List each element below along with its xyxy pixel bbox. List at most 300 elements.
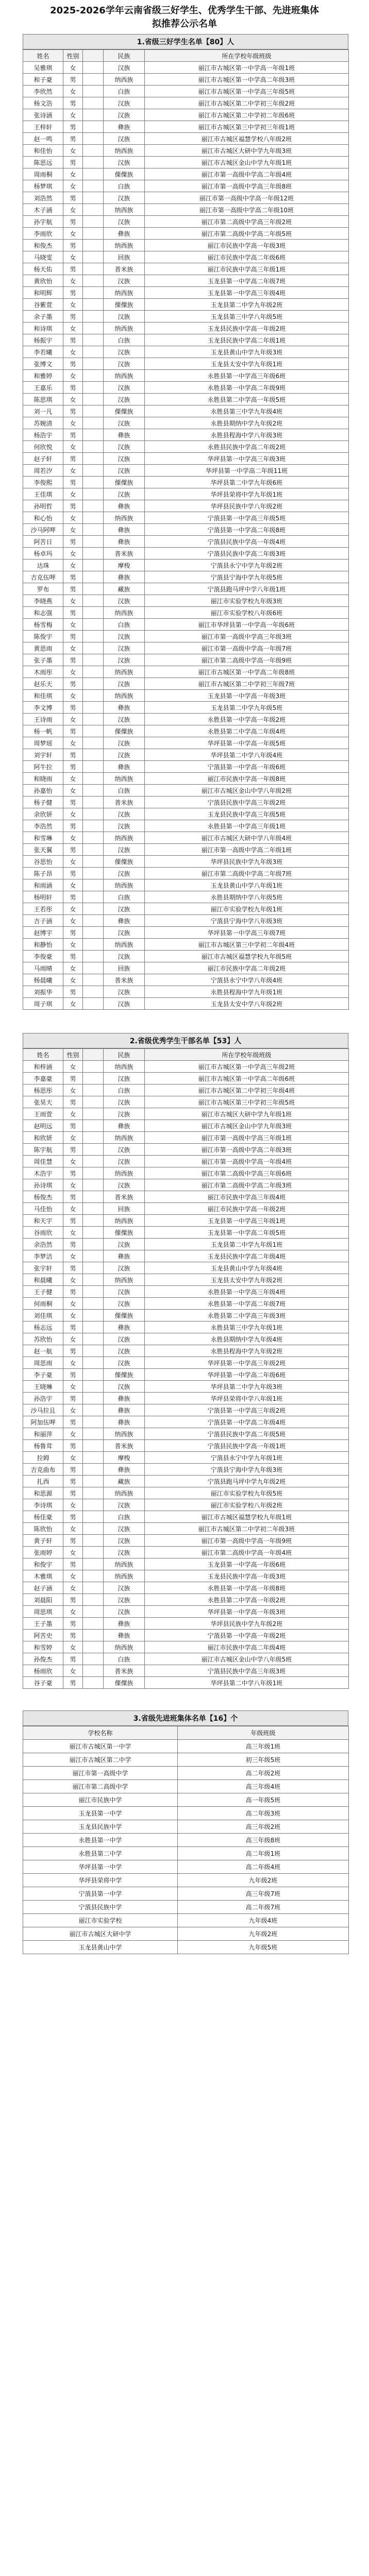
table-cell: 男 — [63, 607, 83, 619]
table-cell: 玉龙县民族中学高三年级5班 — [145, 808, 349, 820]
table-cell: 孙宇航 — [23, 216, 63, 228]
table-row — [23, 1179, 349, 1191]
table-cell: 丽江市实验学校九年级1班 — [145, 903, 349, 915]
table-cell: 女 — [63, 512, 83, 524]
table-cell: 丽江市民族中学高二年级6班 — [145, 251, 349, 263]
table-row — [23, 192, 349, 204]
table-cell: 李若曦 — [23, 346, 63, 358]
table-cell: 丽江市古城区第三中学初二年级4班 — [145, 939, 349, 951]
table-row — [23, 986, 349, 998]
table-row — [23, 1753, 349, 1767]
table-cell: 男 — [63, 1096, 83, 1108]
table-cell: 纳西族 — [104, 1641, 145, 1653]
table-cell: 华坪县第二中学九年级3班 — [145, 1381, 349, 1393]
col-class: 年级班级 — [178, 1726, 349, 1740]
table-cell: 和佳琪 — [23, 690, 63, 702]
spacer-cell — [83, 868, 104, 879]
table-cell: 余欣妍 — [23, 808, 63, 820]
spacer-cell — [83, 607, 104, 619]
table-cell: 丽江市第一高级中学高一年级12班 — [145, 192, 349, 204]
table-cell: 汉族 — [104, 927, 145, 939]
table-cell: 黄思雨 — [23, 642, 63, 654]
table-cell: 女 — [63, 666, 83, 678]
table-row — [23, 1914, 349, 1927]
spacer-cell — [83, 1084, 104, 1096]
table-cell: 华坪县荣将中学八年级1班 — [145, 1393, 349, 1404]
table-row — [23, 1847, 349, 1860]
table-cell: 女 — [63, 915, 83, 927]
table-row — [23, 1298, 349, 1310]
table-cell: 女 — [63, 737, 83, 749]
table-cell: 女 — [63, 1499, 83, 1511]
table-row — [23, 1665, 349, 1677]
spacer-cell — [83, 311, 104, 323]
spacer-cell — [83, 1073, 104, 1084]
table-cell: 沙马拉且 — [23, 1404, 63, 1416]
table-cell: 男 — [63, 1262, 83, 1274]
table-cell: 罗布 — [23, 583, 63, 595]
table-cell: 玉龙县第一中学高二年级5班 — [145, 1227, 349, 1239]
table-cell: 纳西族 — [104, 690, 145, 702]
spacer-cell — [83, 228, 104, 240]
table-cell: 达珠 — [23, 560, 63, 571]
table-cell: 普米族 — [104, 796, 145, 808]
table-cell: 纳西族 — [104, 145, 145, 157]
table-cell: 汉族 — [104, 1144, 145, 1156]
table-cell: 张博文 — [23, 358, 63, 370]
table-cell: 和晓雨 — [23, 773, 63, 785]
table-cell: 杨佳豪 — [23, 1511, 63, 1523]
table-row — [23, 1310, 349, 1321]
table-cell: 汉族 — [104, 642, 145, 654]
table-cell: 玉龙县黄山中学九年级4班 — [145, 1262, 349, 1274]
table-cell: 丽江市古城区大研中学九年级1班 — [145, 1108, 349, 1120]
spacer-cell — [83, 1630, 104, 1641]
table-cell: 刘振华 — [23, 986, 63, 998]
table-row — [23, 974, 349, 986]
table-cell: 彝族 — [104, 702, 145, 714]
table-row — [23, 1582, 349, 1594]
table-cell: 和诗琪 — [23, 323, 63, 334]
table-cell: 男 — [63, 1558, 83, 1570]
table-cell: 白族 — [104, 619, 145, 631]
spacer-cell — [83, 453, 104, 465]
table-cell: 女 — [63, 524, 83, 536]
table-cell: 傈僳族 — [104, 168, 145, 180]
table-row — [23, 560, 349, 571]
table-cell: 女 — [63, 299, 83, 311]
table-cell: 华坪县第一中学 — [23, 1860, 178, 1874]
table-cell: 男 — [63, 583, 83, 595]
spacer-cell — [83, 1156, 104, 1167]
spacer-cell — [83, 1286, 104, 1298]
table-cell: 女 — [63, 548, 83, 560]
table-cell: 女 — [63, 785, 83, 796]
table-cell: 杨雨欣 — [23, 1665, 63, 1677]
table-cell: 玉龙县第二中学九年级5班 — [145, 702, 349, 714]
table-cell: 王晓琳 — [23, 1381, 63, 1393]
table-row — [23, 346, 349, 358]
table-cell: 杨文浩 — [23, 97, 63, 109]
table-cell: 彝族 — [104, 536, 145, 548]
table-cell: 女 — [63, 417, 83, 429]
table-cell: 男 — [63, 951, 83, 962]
table-row — [23, 1428, 349, 1440]
table-cell: 王子健 — [23, 1286, 63, 1298]
table-cell: 男 — [63, 1535, 83, 1547]
spacer-cell — [83, 1511, 104, 1523]
spacer-cell — [83, 749, 104, 761]
table-row — [23, 1677, 349, 1689]
table-cell: 女 — [63, 251, 83, 263]
spacer-cell — [83, 1179, 104, 1191]
table-row — [23, 808, 349, 820]
table-cell: 吴雅琪 — [23, 62, 63, 74]
table-cell: 木雅琪 — [23, 1570, 63, 1582]
table-cell: 男 — [63, 157, 83, 168]
table-cell: 女 — [63, 1452, 83, 1464]
table-cell: 周雨桐 — [23, 168, 63, 180]
table-cell: 男 — [63, 429, 83, 441]
table-cell: 玉龙县太安中学八年级2班 — [145, 998, 349, 1010]
table-cell: 宁蒗县跑马坪中学八年级1班 — [145, 583, 349, 595]
table-cell: 汉族 — [104, 737, 145, 749]
table-row — [23, 1404, 349, 1416]
spacer-cell — [83, 1144, 104, 1156]
table-cell: 女 — [63, 441, 83, 453]
table-row — [23, 228, 349, 240]
table-cell: 女 — [63, 1333, 83, 1345]
table-cell: 丽江市民族中学高二年级2班 — [145, 962, 349, 974]
col-school: 所在学校年级班级 — [145, 1049, 349, 1061]
table-cell: 九年级2班 — [178, 1874, 349, 1887]
spacer-cell — [83, 1393, 104, 1404]
table-cell: 丽江市第二高级中学高一年级4班 — [145, 1547, 349, 1558]
table-cell: 男 — [63, 702, 83, 714]
table-cell: 汉族 — [104, 868, 145, 879]
table-cell: 何欣悦 — [23, 441, 63, 453]
table-cell: 高二年级2班 — [178, 1767, 349, 1780]
table-cell: 汉族 — [104, 1073, 145, 1084]
table-cell: 男 — [63, 1677, 83, 1689]
spacer-cell — [83, 263, 104, 275]
table-cell: 男 — [63, 1487, 83, 1499]
spacer-cell — [83, 796, 104, 808]
table-cell: 周子琪 — [23, 998, 63, 1010]
table-cell: 白族 — [104, 1653, 145, 1665]
table-cell: 华坪县民族中学九年级2班 — [145, 1618, 349, 1630]
table-cell: 彝族 — [104, 761, 145, 773]
spacer-cell — [83, 1096, 104, 1108]
table-cell: 丽江市第一高级中学高二年级4班 — [145, 168, 349, 180]
table-cell: 普米族 — [104, 1191, 145, 1203]
table-cell: 永胜县程海中学九年级2班 — [145, 1345, 349, 1357]
table-cell: 男 — [63, 1191, 83, 1203]
table-cell: 周思琪 — [23, 1606, 63, 1618]
table-cell: 谷紫萱 — [23, 299, 63, 311]
table-row — [23, 1333, 349, 1345]
spacer-cell — [83, 583, 104, 595]
spacer-cell — [83, 204, 104, 216]
table-cell: 男 — [63, 311, 83, 323]
section3-heading: 3.省级先进班集体名单【16】个 — [23, 1710, 348, 1726]
table-cell: 李俊豪 — [23, 951, 63, 962]
table-cell: 高二年级1班 — [178, 1847, 349, 1860]
table-cell: 谷雨欣 — [23, 1227, 63, 1239]
table-cell: 男 — [63, 927, 83, 939]
table-cell: 彝族 — [104, 121, 145, 133]
table-cell: 华坪县第一中学高一年级3班 — [145, 1606, 349, 1618]
table-cell: 玉龙县太安中学九年级2班 — [145, 1274, 349, 1286]
table-cell: 丽江市民族中学高三年级4班 — [145, 1191, 349, 1203]
table-cell: 女 — [63, 1428, 83, 1440]
table-cell: 华坪县第一中学高三年级7班 — [145, 927, 349, 939]
table-cell: 余子墨 — [23, 311, 63, 323]
table-cell: 宁蒗县宁海中学八年级3班 — [145, 915, 349, 927]
table-row — [23, 512, 349, 524]
table-cell: 和丽萍 — [23, 1428, 63, 1440]
table-cell: 女 — [63, 903, 83, 915]
table-cell: 女 — [63, 109, 83, 121]
table-cell: 张子墨 — [23, 654, 63, 666]
spacer-cell — [83, 1321, 104, 1333]
table-cell: 回族 — [104, 1203, 145, 1215]
spacer-cell — [83, 1333, 104, 1345]
table-cell: 女 — [63, 962, 83, 974]
table-row — [23, 74, 349, 86]
table-cell: 傈僳族 — [104, 1677, 145, 1689]
table-row — [23, 962, 349, 974]
spacer-cell — [83, 1381, 104, 1393]
table-cell: 高二年级7班 — [178, 1901, 349, 1914]
table-cell: 宁蒗县民族中学 — [23, 1901, 178, 1914]
table-cell: 女 — [63, 1179, 83, 1191]
table-cell: 高一年级5班 — [178, 1793, 349, 1807]
table-cell: 傈僳族 — [104, 1369, 145, 1381]
table-cell: 李浩然 — [23, 820, 63, 832]
table-cell: 藏族 — [104, 1476, 145, 1487]
table-cell: 宁蒗县宁海中学九年级5班 — [145, 571, 349, 583]
table-cell: 丽江市第二高级中学高二年级3班 — [145, 1179, 349, 1191]
table-cell: 傈僳族 — [104, 1310, 145, 1321]
table-cell: 丽江市古城区第一中学高二年级6班 — [145, 1073, 349, 1084]
table-cell: 摩梭 — [104, 1452, 145, 1464]
table-row — [23, 1227, 349, 1239]
table-cell: 男 — [63, 749, 83, 761]
table-cell: 纳西族 — [104, 74, 145, 86]
table-cell: 彝族 — [104, 915, 145, 927]
table-cell: 汉族 — [104, 465, 145, 477]
table-cell: 和雅婷 — [23, 370, 63, 382]
table-row — [23, 394, 349, 405]
table-row — [23, 62, 349, 74]
table-cell: 永胜县第二中学高二年级4班 — [145, 725, 349, 737]
table-cell: 高二年级3班 — [178, 1807, 349, 1820]
table-cell: 谷思怡 — [23, 856, 63, 868]
table-cell: 女 — [63, 323, 83, 334]
section1-heading: 1.省级三好学生名单【80】人 — [23, 34, 348, 49]
table-cell: 华坪县荣将中学九年级1班 — [145, 488, 349, 500]
table-cell: 汉族 — [104, 714, 145, 725]
table-row — [23, 1215, 349, 1227]
table-cell: 女 — [63, 346, 83, 358]
spacer-cell — [83, 1523, 104, 1535]
table-row — [23, 1499, 349, 1511]
table-cell: 玉龙县黄山中学九年级3班 — [145, 346, 349, 358]
table-row — [23, 832, 349, 844]
table-row — [23, 654, 349, 666]
table-cell: 华坪县民族中学九年级3班 — [145, 856, 349, 868]
table-row — [23, 1274, 349, 1286]
table-row — [23, 1250, 349, 1262]
table-cell: 孙嘉怡 — [23, 785, 63, 796]
table-cell: 王梓轩 — [23, 121, 63, 133]
table-cell: 木子涵 — [23, 204, 63, 216]
table-row — [23, 1780, 349, 1793]
table-cell: 马佳怡 — [23, 1203, 63, 1215]
table-cell: 和佳怡 — [23, 145, 63, 157]
col-ethnicity: 民族 — [104, 1049, 145, 1061]
table-cell: 高三年级8班 — [178, 1834, 349, 1847]
table-cell: 女 — [63, 1665, 83, 1677]
spacer-cell — [83, 761, 104, 773]
table-cell: 汉族 — [104, 192, 145, 204]
table-cell: 陈欣怡 — [23, 1523, 63, 1535]
table-row — [23, 1834, 349, 1847]
section3-header-row — [23, 1726, 349, 1740]
table-cell: 男 — [63, 1653, 83, 1665]
spacer-cell — [83, 915, 104, 927]
spacer-cell — [83, 1570, 104, 1582]
table-cell: 丽江市古城区金山中学八年级2班 — [145, 785, 349, 796]
table-row — [23, 856, 349, 868]
table-cell: 赵乐天 — [23, 678, 63, 690]
spacer-cell — [83, 1404, 104, 1416]
table-cell: 纳西族 — [104, 1215, 145, 1227]
table-cell: 男 — [63, 631, 83, 642]
table-cell: 丽江市第二高级中学高二年级7班 — [145, 868, 349, 879]
table-cell: 纳西族 — [104, 666, 145, 678]
table-cell: 丽江市第一高级中学高三年级3班 — [145, 631, 349, 642]
table-cell: 丽江市古城区第一中学高一年级1班 — [145, 62, 349, 74]
table-cell: 丽江市第一高级中学高一年级4班 — [145, 1156, 349, 1167]
table-cell: 玉龙县第一中学高二年级7班 — [145, 275, 349, 287]
table-cell: 丽江市民族中学高一年级2班 — [145, 1203, 349, 1215]
spacer-cell — [83, 168, 104, 180]
table-cell: 汉族 — [104, 441, 145, 453]
col-school: 所在学校年级班级 — [145, 50, 349, 62]
table-cell: 汉族 — [104, 1357, 145, 1369]
table-cell: 和明辉 — [23, 287, 63, 299]
table-cell: 宁蒗县第一中学高一年级6班 — [145, 761, 349, 773]
table-cell: 汉族 — [104, 1096, 145, 1108]
table-cell: 傈僳族 — [104, 1227, 145, 1239]
table-cell: 白族 — [104, 1511, 145, 1523]
table-row — [23, 915, 349, 927]
table-row — [23, 1084, 349, 1096]
spacer-cell — [83, 1120, 104, 1132]
table-row — [23, 358, 349, 370]
table-row — [23, 1167, 349, 1179]
table-cell: 白族 — [104, 1084, 145, 1096]
table-cell: 丽江市古城区第二中学初二年级3班 — [145, 1523, 349, 1535]
table-row — [23, 1547, 349, 1558]
table-cell: 永胜县第一中学高三年级4班 — [145, 1286, 349, 1298]
table-cell: 丽江市第一高级中学高二年级3班 — [145, 1144, 349, 1156]
table-cell: 阿加伍呷 — [23, 1416, 63, 1428]
table-cell: 扎西 — [23, 1476, 63, 1487]
table-cell: 丽江市古城区第二中学初三年级4班 — [145, 1084, 349, 1096]
table-row — [23, 1793, 349, 1807]
table-cell: 彝族 — [104, 1404, 145, 1416]
table-row — [23, 1630, 349, 1641]
table-row — [23, 488, 349, 500]
table-row — [23, 714, 349, 725]
spacer-cell — [83, 1250, 104, 1262]
spacer-cell — [83, 133, 104, 145]
table-row — [23, 607, 349, 619]
col-gender: 性别 — [63, 50, 83, 62]
table-row — [23, 583, 349, 595]
table-row — [23, 891, 349, 903]
spacer-cell — [83, 1428, 104, 1440]
table-cell: 玉龙县第一中学高三年级4班 — [145, 287, 349, 299]
spacer-cell — [83, 346, 104, 358]
table-row — [23, 157, 349, 168]
col-ethnicity: 民族 — [104, 50, 145, 62]
table-cell: 王诗雨 — [23, 714, 63, 725]
table-row — [23, 666, 349, 678]
table-cell: 汉族 — [104, 109, 145, 121]
table-row — [23, 204, 349, 216]
table-cell: 纳西族 — [104, 1428, 145, 1440]
table-cell: 永胜县第二中学 — [23, 1847, 178, 1860]
spacer-cell — [83, 737, 104, 749]
table-row — [23, 1073, 349, 1084]
table-cell: 宁蒗县跑马坪中学九年级2班 — [145, 1476, 349, 1487]
spacer-cell — [83, 488, 104, 500]
table-cell: 女 — [63, 714, 83, 725]
table-cell: 丽江市第一高级中学高一年级7班 — [145, 642, 349, 654]
table-cell: 女 — [63, 974, 83, 986]
table-cell: 纳西族 — [104, 512, 145, 524]
spacer-cell — [83, 477, 104, 488]
table-cell: 王嘉乐 — [23, 382, 63, 394]
table-row — [23, 429, 349, 441]
table-cell: 普米族 — [104, 263, 145, 275]
spacer-cell — [83, 1345, 104, 1357]
table-cell: 丽江市古城区福慧学校九年级5班 — [145, 951, 349, 962]
table-cell: 阿苦日 — [23, 536, 63, 548]
table-row — [23, 216, 349, 228]
table-row — [23, 1874, 349, 1887]
table-cell: 宁蒗县第一中学高三年级2班 — [145, 1404, 349, 1416]
table-cell: 丽江市第二高级中学 — [23, 1780, 178, 1793]
table-cell: 丽江市第一高级中学高三年级8班 — [145, 180, 349, 192]
spacer-cell — [83, 1262, 104, 1274]
table-cell: 汉族 — [104, 1594, 145, 1606]
table-cell: 纳西族 — [104, 1167, 145, 1179]
spacer-cell — [83, 1594, 104, 1606]
table-cell: 丽江市古城区第二中学初三年级7班 — [145, 678, 349, 690]
spacer-cell — [83, 157, 104, 168]
table-cell: 宁蒗县民族中学高三年级2班 — [145, 796, 349, 808]
table-cell: 赵子涵 — [23, 1582, 63, 1594]
table-cell: 和静怡 — [23, 939, 63, 951]
spacer-cell — [83, 299, 104, 311]
table-row — [23, 1096, 349, 1108]
spacer-cell — [83, 986, 104, 998]
